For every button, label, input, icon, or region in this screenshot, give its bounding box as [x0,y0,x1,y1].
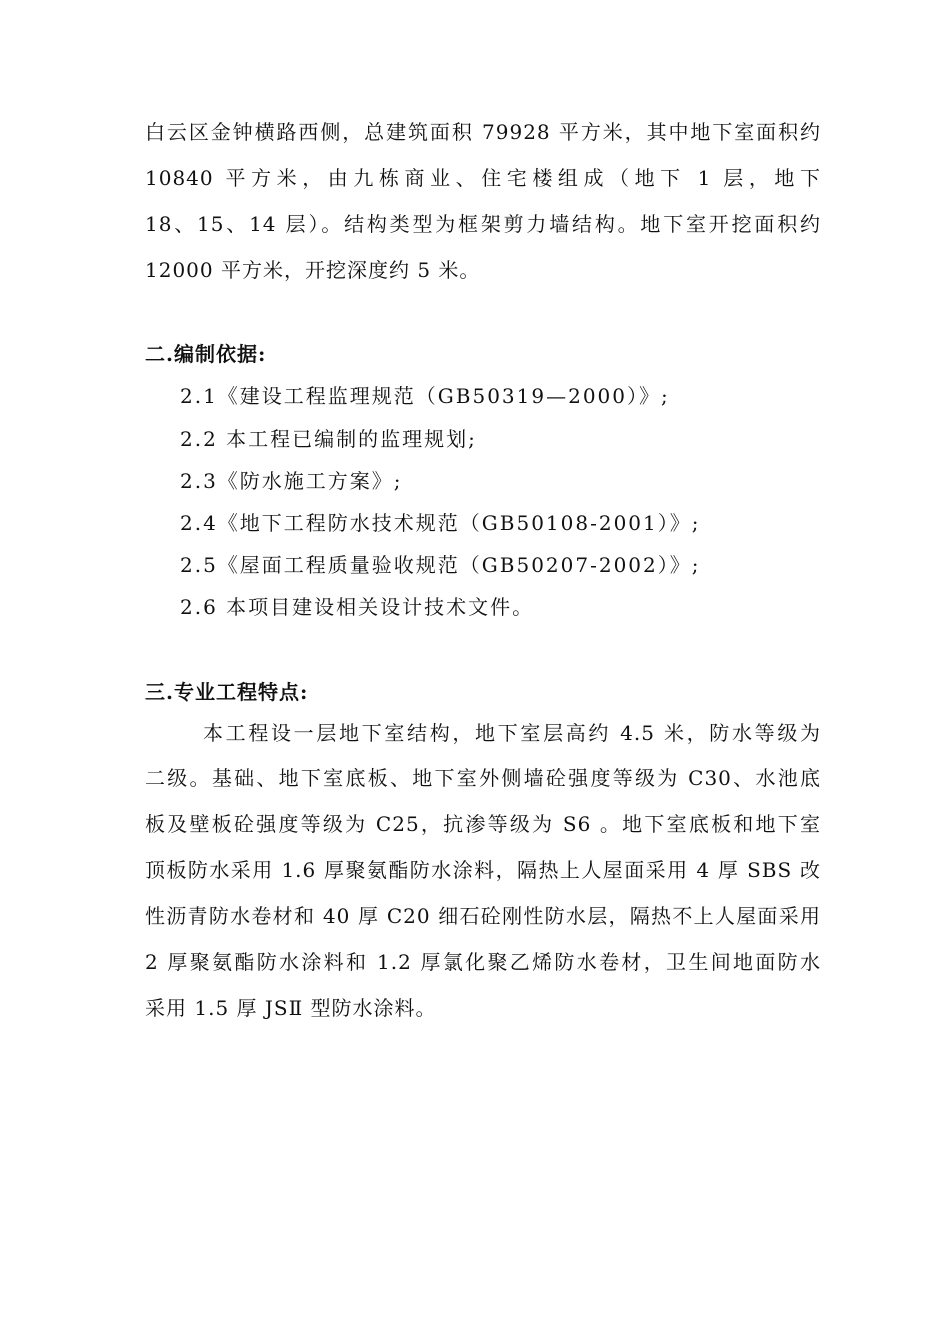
paragraph-line: 板及壁板砼强度等级为 C25，抗渗等级为 S6 。地下室底板和地下室 [145,812,821,836]
paragraph-line: 性沥青防水卷材和 40 厚 C20 细石砼刚性防水层，隔热不上人屋面采用 [145,904,821,928]
list-item: 2.6 本项目建设相关设计技术文件。 [180,595,535,619]
paragraph-line: 本工程设一层地下室结构，地下室层高约 4.5 米，防水等级为 [203,721,821,745]
section-heading: 二.编制依据: [145,342,267,366]
list-item: 2.4《地下工程防水技术规范（GB50108-2001）》; [180,511,701,535]
paragraph-line: 2 厚聚氨酯防水涂料和 1.2 厚氯化聚乙烯防水卷材，卫生间地面防水 [145,950,821,974]
paragraph-line: 12000 平方米，开挖深度约 5 米。 [145,258,481,282]
paragraph-line: 白云区金钟横路西侧，总建筑面积 79928 平方米，其中地下室面积约 [145,120,821,144]
paragraph-line: 顶板防水采用 1.6 厚聚氨酯防水涂料，隔热上人屋面采用 4 厚 SBS 改 [145,858,821,882]
list-item: 2.2 本工程已编制的监理规划; [180,427,477,451]
paragraph-line: 采用 1.5 厚 JSⅡ 型防水涂料。 [145,996,437,1020]
section-heading: 三.专业工程特点: [145,680,309,704]
list-item: 2.3《防水施工方案》; [180,469,403,493]
paragraph-line: 10840 平方米，由九栋商业、住宅楼组成（地下 1 层，地下 [145,166,821,190]
paragraph-line: 二级。基础、地下室底板、地下室外侧墙砼强度等级为 C30、水池底 [145,766,821,790]
list-item: 2.1《建设工程监理规范（GB50319—2000）》; [180,384,670,408]
list-item: 2.5《屋面工程质量验收规范（GB50207-2002）》; [180,553,701,577]
paragraph-line: 18、15、14 层）。结构类型为框架剪力墙结构。地下室开挖面积约 [145,212,821,236]
